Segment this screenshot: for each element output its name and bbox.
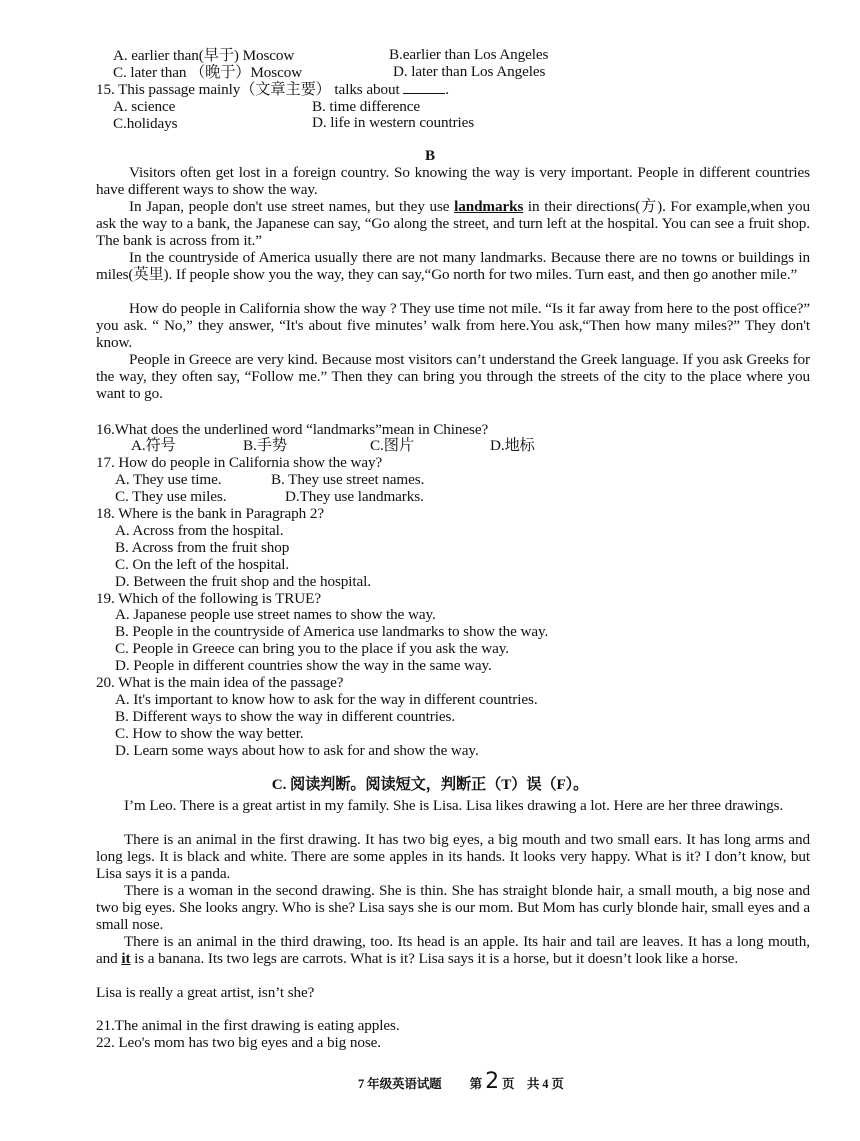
q20-stem: 20. What is the main idea of the passage? [96,674,344,691]
q19-option-c: C. People in Greece can bring you to the place if you ask the way. [115,640,509,657]
q15-stem [96,81,449,98]
passage-c-paragraph-1: I’m Leo. There is a great artist in my family. She is Lisa. Lisa likes drawing a lot. Here are her three drawings. [124,797,784,814]
q20-option-d: D. Learn some ways about how to ask for and show the way. [115,742,479,759]
q15-option-a: A. science [113,98,176,115]
q20-option-c: C. How to show the way better. [115,725,304,742]
footer-page-prefix: 第 [469,1077,483,1091]
p4-text-before: There is an animal in the third drawing, too. Its head is an apple. Its hair and tail are leaves. It has a long mouth, and [96,933,810,967]
q15-option-d: D. life in western countries [312,114,475,131]
passage-b-paragraph-5: People in Greece are very kind. Because most visitors can’t understand the Greek language. If you ask Greeks for the way, they often say, “Follow me.” Then they can bring you through the streets of the city to the place where you want to go. [96,351,810,402]
q16-option-d: D.地标 [490,437,535,454]
q14-option-a: A. earlier than(早于) Moscow [113,47,295,64]
p2-text-after: in their directions(方). For example,when you ask the way to a bank, the Japanese can say, “Go along the street, and turn left at the hospital. You can see a fruit shop. The bank is across from it.” [96,198,810,249]
passage-b-paragraph-4: How do people in California show the way ? They use time not mile. “Is it far away from here to the post office?” you ask. “ No,” they answer, “It's about five minutes’ walk from here.You ask,“Then how many miles?” They don't know. [96,300,810,351]
q17-option-b: B. They use street names. [271,471,425,488]
q16-option-c: C.图片 [370,437,414,454]
q22-statement: 22. Leo's mom has two big eyes and a big nose. [96,1034,381,1051]
passage-b-paragraph-1: Visitors often get lost in a foreign country. So knowing the way is very important. People in different countries have different ways to show the way. [96,164,810,198]
q14-option-d: D. later than Los Angeles [393,63,546,80]
p2-text-before: In Japan, people don't use street names, but they use [129,198,455,215]
q17-option-a: A. They use time. [115,471,222,488]
q18-stem: 18. Where is the bank in Paragraph 2? [96,505,324,522]
q18-option-d: D. Between the fruit shop and the hospital. [115,573,371,590]
section-c-heading: C. 阅读判断。阅读短文，判断正（T）误（F）。 [271,776,589,793]
q15-stem-end: . [445,81,449,98]
q16-option-b: B.手势 [243,437,287,454]
q17-option-d: D.They use landmarks. [285,488,424,505]
q21-statement: 21.The animal in the first drawing is eating apples. [96,1017,400,1034]
passage-c-paragraph-4 [96,933,810,967]
q20-option-b: B. Different ways to show the way in different countries. [115,708,456,725]
q19-option-d: D. People in different countries show the way in the same way. [115,657,492,674]
passage-b-paragraph-2 [96,198,810,249]
underlined-word-landmarks: landmarks [454,198,524,215]
q18-option-b: B. Across from the fruit shop [115,539,290,556]
q19-option-a: A. Japanese people use street names to show the way. [115,606,436,623]
q15-stem-text: 15. This passage mainly（文章主要） talks about [96,81,400,98]
q14-option-b: B.earlier than Los Angeles [389,46,549,63]
footer-page-number: 2 [485,1069,499,1094]
underlined-word-it: it [121,950,131,967]
footer-page-suffix: 页 共 4 页 [502,1077,564,1091]
passage-c-paragraph-2: There is an animal in the first drawing. It has two big eyes, a big mouth and two small ears. It has long arms and long legs. It is black and white. There are some apples in its hands. It looks very happy. What is it? I don’t know, but Lisa says it is a panda. [96,831,810,882]
passage-c-paragraph-3: There is a woman in the second drawing. She is thin. She has straight blonde hair, a small mouth, a big nose and two big eyes. She looks angry. Who is she? Lisa says she is our mom. But Mom has curly blonde hair, small eyes and a small nose. [96,882,810,933]
q20-option-a: A. It's important to know how to ask for the way in different countries. [115,691,538,708]
p4-text-after: is a banana. Its two legs are carrots. What is it? Lisa says it is a horse, but it doesn’t look like a horse. [130,950,739,967]
q16-option-a: A.符号 [131,437,176,454]
q19-stem: 19. Which of the following is TRUE? [96,590,321,607]
footer-exam-title: 7 年级英语试题 [358,1077,442,1091]
q18-option-c: C. On the left of the hospital. [115,556,290,573]
answer-blank [403,81,445,94]
q16-stem: 16.What does the underlined word “landmarks”mean in Chinese? [96,421,489,438]
q18-option-a: A. Across from the hospital. [115,522,284,539]
q15-option-c: C.holidays [113,115,178,132]
section-b-heading: B [424,147,436,164]
q17-option-c: C. They use miles. [115,488,227,505]
q15-option-b: B. time difference [312,98,420,115]
q14-option-c: C. later than （晚于）Moscow [113,64,303,81]
q17-stem: 17. How do people in California show the way? [96,454,383,471]
passage-c-paragraph-5: Lisa is really a great artist, isn’t she? [96,984,315,1001]
page-footer [358,1069,564,1094]
q19-option-b: B. People in the countryside of America use landmarks to show the way. [115,623,549,640]
passage-b-paragraph-3: In the countryside of America usually there are not many landmarks. Because there are no towns or buildings in miles(英里). If people show you the way, they can say,“Go north for two miles. Turn east, and then go another mile.” [96,249,810,283]
